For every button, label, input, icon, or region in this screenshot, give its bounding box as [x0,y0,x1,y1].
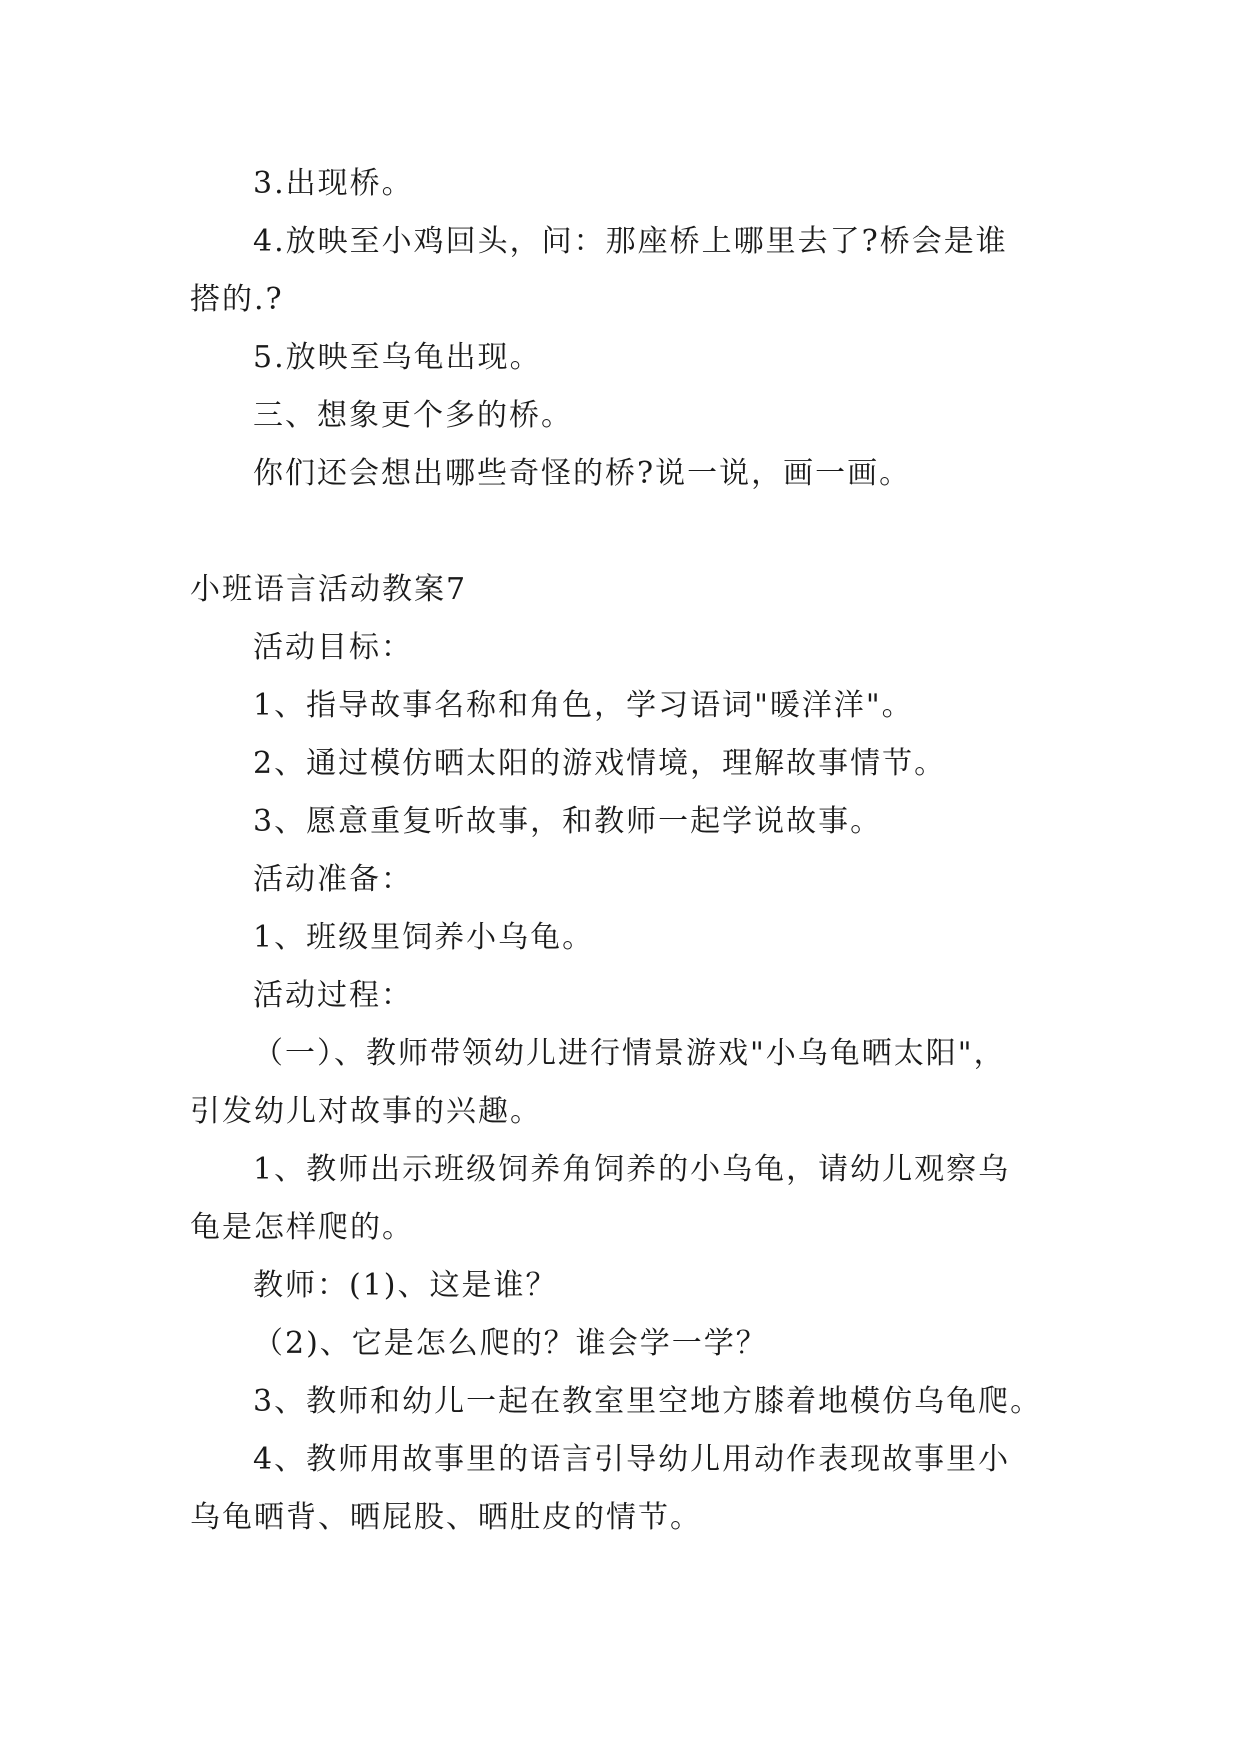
text-line: 龟是怎样爬的。 [190,1210,414,1245]
text-line: 1、班级里饲养小乌龟。 [253,920,595,955]
text-line: 5.放映至乌龟出现。 [253,340,542,375]
text-line: 3.出现桥。 [253,166,414,201]
text-line: 2、通过模仿晒太阳的游戏情境，理解故事情节。 [253,746,947,781]
text-line: 4、教师用故事里的语言引导幼儿用动作表现故事里小 [253,1442,1011,1477]
text-line: 三、想象更个多的桥。 [253,398,573,433]
text-line: 搭的.? [190,282,284,317]
text-line: 教师：(1)、这是谁？ [253,1268,558,1303]
text-line: 活动过程： [253,978,413,1013]
text-line: （2)、它是怎么爬的？谁会学一学？ [253,1326,768,1361]
section-heading: 小班语言活动教案7 [190,572,468,607]
text-line: （一）、教师带领幼儿进行情景游戏"小乌龟晒太阳"， [253,1036,1006,1071]
text-line: 活动目标： [253,630,413,665]
text-line: 1、指导故事名称和角色，学习语词"暖洋洋"。 [253,688,914,723]
text-line: 3、教师和幼儿一起在教室里空地方膝着地模仿乌龟爬。 [253,1384,1043,1419]
text-line: 活动准备： [253,862,413,897]
text-line: 3、愿意重复听故事，和教师一起学说故事。 [253,804,883,839]
text-line: 引发幼儿对故事的兴趣。 [190,1094,542,1129]
text-line: 1、教师出示班级饲养角饲养的小乌龟，请幼儿观察乌 [253,1152,1011,1187]
text-line: 你们还会想出哪些奇怪的桥?说一说，画一画。 [253,456,912,491]
text-line: 4.放映至小鸡回头，问：那座桥上哪里去了?桥会是谁 [253,224,1008,259]
text-line: 乌龟晒背、晒屁股、晒肚皮的情节。 [190,1500,702,1535]
